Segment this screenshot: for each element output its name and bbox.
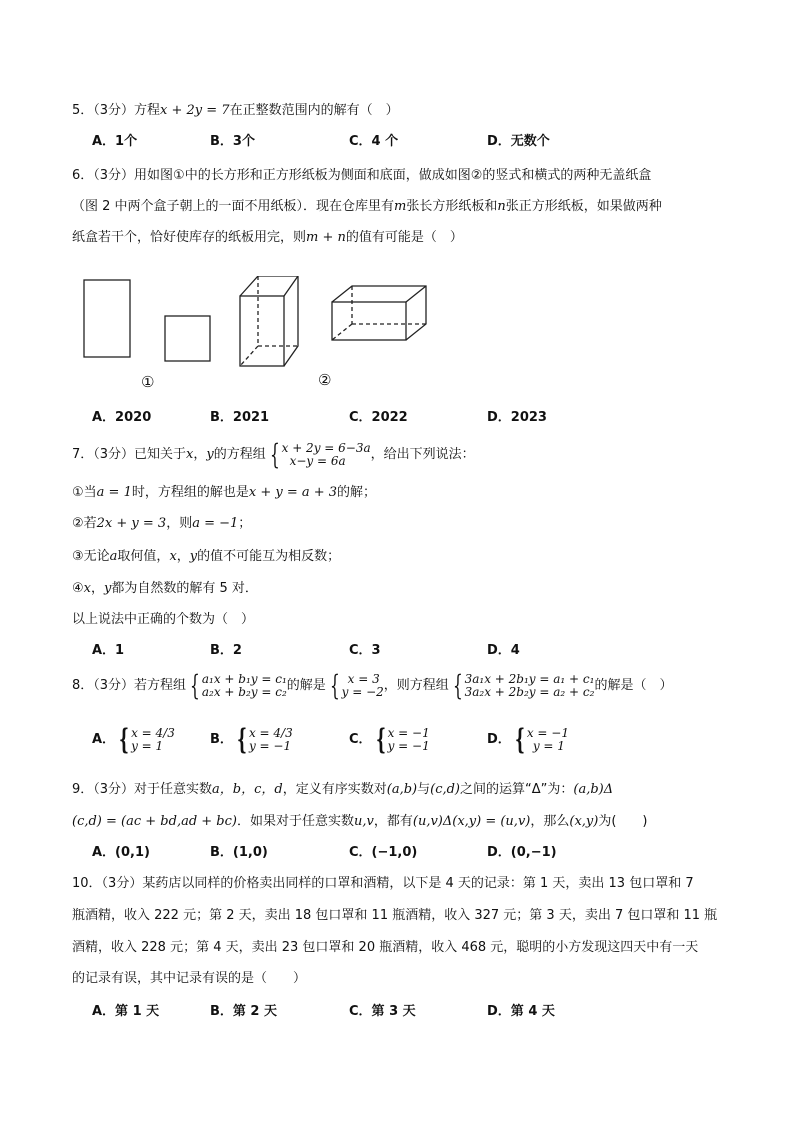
q7-s1-a: ①当 [72,485,97,500]
q6-option-a[interactable]: A．2020 [92,410,152,425]
q10-line-4: 的记录有误，其中记录有误的是（ ） [72,971,307,986]
q6-line-2 [72,197,662,217]
q8-option-b[interactable] [210,722,293,758]
q8-solution: { x = 3 y = −2 [329,668,384,702]
q5-option-b[interactable]: B．3个 [210,134,255,149]
q9-var-uv: u,v [354,814,374,829]
square-board [165,316,210,361]
q8-system-1: { a₁x + b₁y = c₁ a₂x + b₂y = c₂ [190,668,287,702]
q8-option-d-label: D． [487,732,511,747]
q9-line-1-e: (a,b)Δ [573,782,614,797]
q9-line-2-d: ，那么 [530,814,570,829]
q7-conclusion: 以上说法中正确的个数为（ ） [72,612,255,627]
q9-line-1-a: 9．（3分）对于任意实数 [72,782,213,797]
q8-solution-row-1: x = 3 [347,671,380,686]
q7-s4-b: 都为自然数的解有 5 对． [111,581,258,596]
q7-option-a[interactable]: A．1 [92,643,125,658]
q8-option-a-system: { x = 4/3 y = 1 [119,722,175,756]
q5-option-d[interactable]: D．无数个 [487,134,550,149]
q7-stem-c: ，给出下列说法： [370,447,475,462]
q8-option-b-row-2: y = −1 [248,738,292,753]
q7-statement-1 [72,483,376,503]
q8-system-2: { 3a₁x + 2b₁y = a₁ + c₁ 3a₂x + 2b₂y = a₂ + c₂ [452,668,595,702]
q6-line-1: 6．（3分）用如图①中的长方形和正方形纸板为侧面和底面，做成如图②的竖式和横式的两种无盖纸盒 [72,168,652,183]
q8-option-a-label: A． [92,732,116,747]
q7-s3-sep: ， [176,549,190,564]
q10-line-1: 10．（3分）某药店以同样的价格卖出同样的口罩和酒精，以下是 4 天的记录：第 1 天，卖出 13 包口罩和 7 [72,876,694,891]
q8-option-c-system: { x = −1 y = −1 [375,722,430,756]
q10-option-c[interactable]: C．第 3 天 [349,1004,416,1019]
q7-s4-var-y: y [104,581,112,596]
q8-stem-b: 的解是 [286,678,326,693]
q7-s3-var-a: a [109,549,118,564]
q7-system-row-2: x−y = 6a [289,453,346,468]
q7-s1-c: 的解； [337,485,377,500]
q8-option-c-label: C． [349,732,372,747]
q9-pair-ab: (a,b) [386,782,418,797]
q7-statement-2 [72,514,251,534]
q9-option-a[interactable]: A．(0,1) [92,845,150,860]
q9-condition: (u,v)Δ(x,y) = (u,v) [412,814,531,829]
q10-option-a[interactable]: A．第 1 天 [92,1004,160,1019]
q7-s1-b: 时，方程组的解也是 [131,485,249,500]
q5-option-c[interactable]: C．4 个 [349,134,399,149]
q7-option-b[interactable]: B．2 [210,643,242,658]
q8-system-1-row-1: a₁x + b₁y = c₁ [201,671,287,686]
q9-line-2 [72,812,647,832]
q7-var-y: y [206,447,214,462]
q8-option-c-row-2: y = −1 [387,738,430,753]
q5-equation: x + 2y = 7 [160,103,230,118]
q9-var-xy: (x,y) [569,814,599,829]
q7-s4-var-x: x [83,581,91,596]
q7-var-x: x [186,447,194,462]
q5-stem-tail: 在正整数范围内的解有（ ） [229,103,399,118]
q6-option-c[interactable]: C．2022 [349,410,408,425]
q6-line-3 [72,228,463,248]
q8-option-d-row-1: x = −1 [526,725,569,740]
horizontal-box [332,286,426,340]
q7-s2-a: ②若 [72,516,97,531]
q9-option-b[interactable]: B．(1,0) [210,845,268,860]
q8-option-d[interactable] [487,722,569,758]
q10-line-3: 酒精，收入 228 元；第 4 天，卖出 23 包口罩和 20 瓶酒精，收入 468 元，聪明的小方发现这四天中有一天 [72,940,699,955]
q8-option-a[interactable] [92,722,175,758]
q10-option-d[interactable]: D．第 4 天 [487,1004,555,1019]
q6-option-d[interactable]: D．2023 [487,410,547,425]
q7-statement-4 [72,579,258,599]
q6-line-2-b: 张长方形纸板和 [406,199,498,214]
q6-line-3-b: 的值有可能是（ ） [345,230,463,245]
q8-option-d-row-2: y = 1 [532,738,565,753]
q7-s3-var-x: x [169,549,177,564]
q7-s2-eq: 2x + y = 3 [96,516,167,531]
q7-system: { x + 2y = 6−3a x−y = 6a [269,437,371,471]
rectangle-board [84,280,130,357]
q7-s3-b: 取何值， [117,549,170,564]
q9-line-1 [72,780,613,800]
q9-option-d[interactable]: D．(0,−1) [487,845,557,860]
q9-line-1-d: 之间的运算“Δ”为： [460,782,574,797]
q6-option-b[interactable]: B．2021 [210,410,270,425]
q7-s1-eq2: x + y = a + 3 [248,485,338,500]
q8-option-a-row-1: x = 4/3 [131,725,175,740]
q6-line-2-c: 张正方形纸板，如果做两种 [505,199,662,214]
q9-line-2-b: ．如果对于任意实数 [236,814,354,829]
q7-system-row-1: x + 2y = 6−3a [281,440,371,455]
q7-s3-c: 的值不可能互为相反数； [197,549,341,564]
vertical-box [240,276,298,366]
q7-s3-var-y: y [189,549,198,564]
q7-s2-eq2: a = −1 [192,516,239,531]
q9-line-2-e: 为( ) [598,814,648,829]
q6-figure-2-label: ② [318,371,332,389]
q6-var-m: m [394,199,407,214]
q7-s2-b: ，则 [166,516,193,531]
q8-system-2-row-1: 3a₁x + 2b₁y = a₁ + c₁ [464,671,595,686]
q7-sep: ， [193,447,207,462]
q6-expr-mn: m + n [306,230,346,245]
q10-line-2: 瓶酒精，收入 222 元；第 2 天，卖出 18 包口罩和 11 瓶酒精，收入 327 元；第 3 天，卖出 7 包口罩和 11 瓶 [72,908,718,923]
q8-system-2-row-2: 3a₂x + 2b₂y = a₂ + c₂ [464,684,595,699]
q7-statement-3 [72,547,340,567]
q8-stem-a: 8．（3分）若方程组 [72,678,187,693]
q7-s3-a: ③无论 [72,549,110,564]
q7-s4-sep: ， [91,581,105,596]
q8-system-1-row-2: a₂x + b₂y = c₂ [201,684,287,699]
q9-line-1-b: ，定义有序实数对 [282,782,387,797]
q6-var-n: n [497,199,506,214]
q8-option-c[interactable] [349,722,430,758]
q9-pair-cd: (c,d) [430,782,461,797]
q5-stem-head: 5．（3分）方程 [72,103,161,118]
q9-vars: a，b，c，d [212,782,283,797]
q10-option-b[interactable]: B．第 2 天 [210,1004,278,1019]
q7-s2-c: ； [238,516,252,531]
q8-option-b-row-1: x = 4/3 [248,725,293,740]
q8-solution-row-2: y = −2 [341,684,384,699]
q6-line-3-a: 纸盒若干个，恰好使库存的纸板用完，则 [72,230,307,245]
q5-stem [72,101,399,121]
q8-stem-c: ，则方程组 [383,678,449,693]
q8-option-d-system: { x = −1 y = 1 [514,722,569,756]
q6-figures [80,276,440,376]
q5-option-a[interactable]: A．1个 [92,134,138,149]
q7-stem-a: 7．（3分）已知关于 [72,447,187,462]
q8-option-c-row-1: x = −1 [387,725,430,740]
q7-stem-b: 的方程组 [213,447,266,462]
q8-option-b-label: B． [210,732,233,747]
q9-definition: (c,d) = (ac + bd,ad + bc) [72,814,237,829]
q7-stem [72,437,475,473]
q9-line-2-c: ，都有 [373,814,413,829]
q7-option-c[interactable]: C．3 [349,643,381,658]
q7-s4-a: ④ [72,581,84,596]
q6-figure-1-label: ① [141,373,155,391]
q8-stem-d: 的解是（ ） [594,678,673,693]
q9-option-c[interactable]: C．(−1,0) [349,845,418,860]
q7-option-d[interactable]: D．4 [487,643,520,658]
q7-s1-eq: a = 1 [96,485,132,500]
q8-option-b-system: { x = 4/3 y = −1 [236,722,293,756]
q8-option-a-row-2: y = 1 [131,738,164,753]
q8-stem [72,668,672,704]
q6-line-2-a: （图 2 中两个盒子朝上的一面不用纸板）．现在仓库里有 [72,199,395,214]
q9-line-1-c: 与 [417,782,431,797]
